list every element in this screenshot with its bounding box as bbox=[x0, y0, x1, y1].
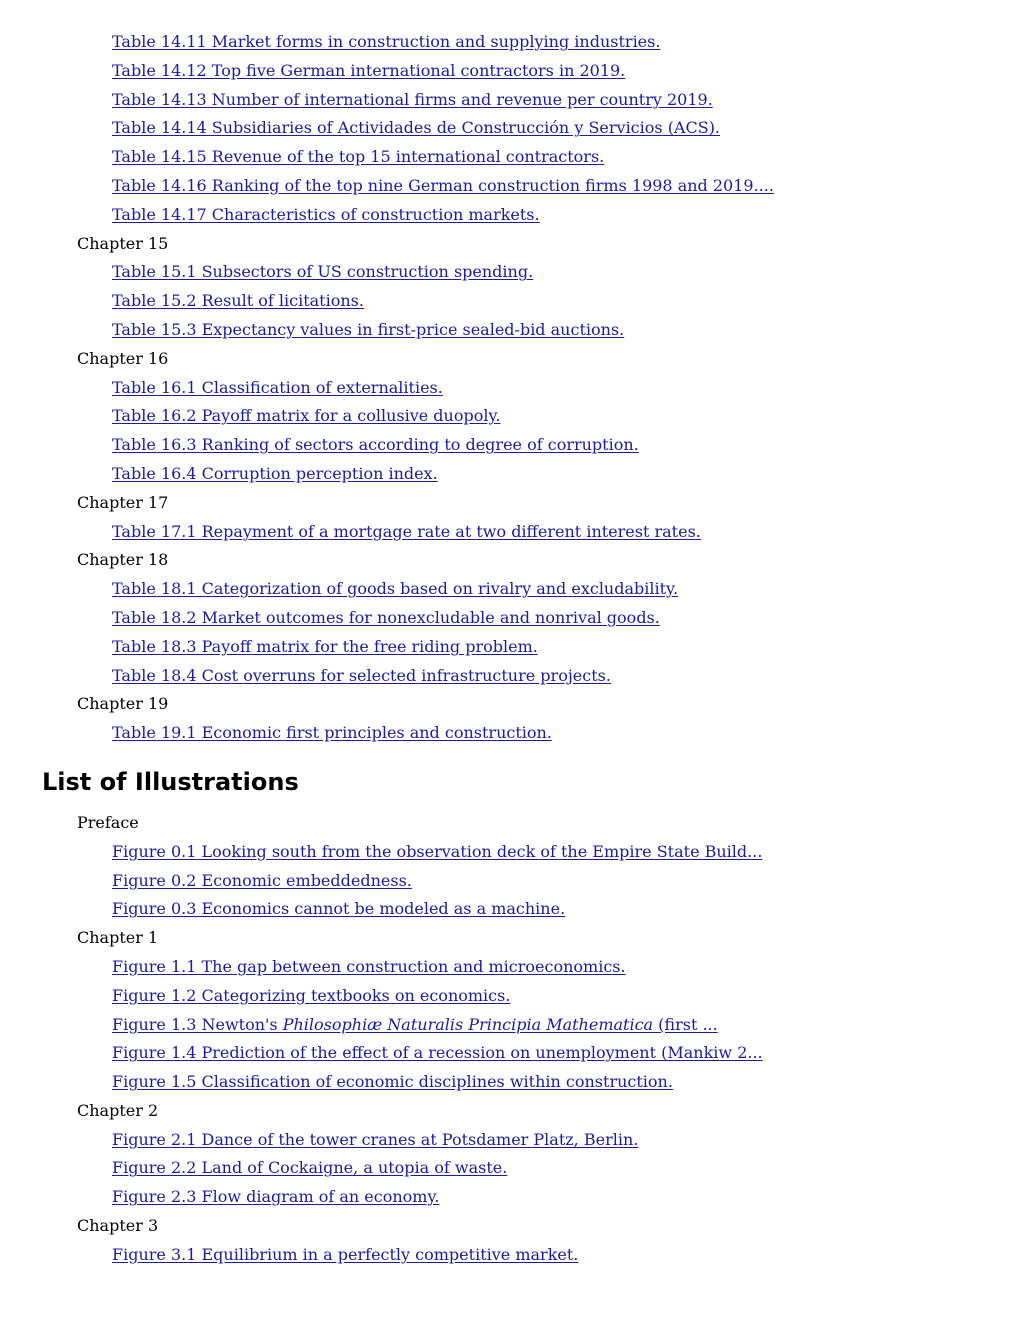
table-link[interactable]: Table 16.3 Ranking of sectors according to degree of corruption. bbox=[112, 435, 639, 455]
table-entry bbox=[0, 172, 1020, 201]
table-entry bbox=[0, 431, 1020, 460]
table-entry bbox=[0, 201, 1020, 230]
figure-entry bbox=[0, 982, 1020, 1011]
figure-link[interactable]: Figure 2.1 Dance of the tower cranes at Potsdamer Platz, Berlin. bbox=[112, 1129, 639, 1149]
table-entry bbox=[0, 28, 1020, 57]
table-entry bbox=[0, 143, 1020, 172]
figure-entry bbox=[0, 1011, 1020, 1040]
table-entry bbox=[0, 114, 1020, 143]
table-entry bbox=[0, 402, 1020, 431]
table-entry bbox=[0, 287, 1020, 316]
figure-entry bbox=[0, 1068, 1020, 1097]
table-link[interactable]: Table 16.1 Classification of externalities. bbox=[112, 377, 443, 397]
table-entry bbox=[0, 460, 1020, 489]
figure-entry bbox=[0, 867, 1020, 896]
figure-entry bbox=[0, 838, 1020, 867]
figure-link[interactable]: Figure 1.1 The gap between construction and microeconomics. bbox=[112, 956, 626, 976]
table-link[interactable]: Table 14.14 Subsidiaries of Actividades de Construcción y Servicios (ACS). bbox=[112, 118, 721, 138]
list-of-illustrations bbox=[0, 809, 1020, 1270]
figure-link[interactable]: Figure 2.2 Land of Cockaigne, a utopia of waste. bbox=[112, 1158, 508, 1178]
chapter-heading: Chapter 18 bbox=[77, 550, 169, 570]
figure-entry bbox=[0, 1126, 1020, 1155]
chapter-heading: Chapter 17 bbox=[77, 492, 169, 512]
figure-link[interactable]: Figure 3.1 Equilibrium in a perfectly competitive market. bbox=[112, 1244, 579, 1264]
table-link[interactable]: Table 14.17 Characteristics of construction markets. bbox=[112, 204, 540, 224]
figure-link[interactable]: Figure 0.2 Economic embeddedness. bbox=[112, 870, 412, 890]
table-link[interactable]: Table 15.1 Subsectors of US construction spending. bbox=[112, 262, 534, 282]
table-entry bbox=[0, 316, 1020, 345]
link-text: Figure 1.3 Newton's bbox=[112, 1014, 283, 1034]
table-link[interactable]: Table 16.2 Payoff matrix for a collusive duopoly. bbox=[112, 406, 501, 426]
table-entry bbox=[0, 719, 1020, 748]
table-link[interactable]: Table 14.16 Ranking of the top nine German construction firms 1998 and 2019.... bbox=[112, 175, 774, 195]
figure-link[interactable]: Figure 2.3 Flow diagram of an economy. bbox=[112, 1187, 440, 1207]
table-entry bbox=[0, 575, 1020, 604]
figure-entry bbox=[0, 1154, 1020, 1183]
chapter-heading: Preface bbox=[77, 812, 139, 832]
table-link[interactable]: Table 15.2 Result of licitations. bbox=[112, 291, 364, 311]
chapter-heading: Chapter 2 bbox=[77, 1100, 159, 1120]
link-text-italic: Philosophiæ Naturalis Principia Mathematica bbox=[282, 1014, 654, 1034]
table-link[interactable]: Table 14.15 Revenue of the top 15 international contractors. bbox=[112, 147, 605, 167]
figure-entry bbox=[0, 1039, 1020, 1068]
table-entry bbox=[0, 518, 1020, 547]
link-text: (first ... bbox=[653, 1014, 718, 1034]
chapter-heading: Chapter 3 bbox=[77, 1216, 159, 1236]
figure-entry bbox=[0, 953, 1020, 982]
table-link[interactable]: Table 14.11 Market forms in construction and supplying industries. bbox=[112, 32, 661, 51]
table-link[interactable]: Table 14.12 Top five German international contractors in 2019. bbox=[112, 60, 626, 80]
chapter-heading: Chapter 15 bbox=[77, 233, 169, 253]
chapter-heading: Chapter 16 bbox=[77, 348, 169, 368]
table-link[interactable]: Table 18.4 Cost overruns for selected infrastructure projects. bbox=[112, 665, 611, 685]
figure-link[interactable]: Figure 1.4 Prediction of the effect of a recession on unemployment (Mankiw 2... bbox=[112, 1043, 763, 1063]
table-entry bbox=[0, 633, 1020, 662]
figure-entry bbox=[0, 1183, 1020, 1212]
figure-entry bbox=[0, 895, 1020, 924]
table-link[interactable]: Table 17.1 Repayment of a mortgage rate at two different interest rates. bbox=[112, 521, 701, 541]
table-entry bbox=[0, 86, 1020, 115]
figure-link[interactable]: Figure 0.1 Looking south from the observation deck of the Empire State Build... bbox=[112, 841, 763, 861]
figure-link[interactable]: Figure 1.2 Categorizing textbooks on economics. bbox=[112, 985, 511, 1005]
table-link[interactable]: Table 18.3 Payoff matrix for the free riding problem. bbox=[112, 636, 538, 656]
chapter-heading: Chapter 19 bbox=[77, 694, 169, 714]
table-link[interactable]: Table 15.3 Expectancy values in first-price sealed-bid auctions. bbox=[112, 319, 625, 339]
list-of-tables-continued bbox=[0, 28, 1020, 748]
table-entry bbox=[0, 374, 1020, 403]
toc-page bbox=[0, 28, 1020, 1270]
table-link[interactable]: Table 14.13 Number of international firms and revenue per country 2019. bbox=[112, 89, 713, 109]
figure-link[interactable]: Figure 0.3 Economics cannot be modeled as a machine. bbox=[112, 899, 566, 919]
table-entry bbox=[0, 57, 1020, 86]
table-link[interactable]: Table 18.2 Market outcomes for nonexcludable and nonrival goods. bbox=[112, 607, 660, 627]
table-entry bbox=[0, 604, 1020, 633]
table-entry bbox=[0, 258, 1020, 287]
figure-link[interactable] bbox=[112, 1015, 718, 1034]
table-link[interactable]: Table 16.4 Corruption perception index. bbox=[112, 463, 438, 483]
figure-entry bbox=[0, 1241, 1020, 1270]
table-link[interactable]: Table 18.1 Categorization of goods based on rivalry and excludability. bbox=[112, 579, 679, 599]
list-of-illustrations-heading: List of Illustrations bbox=[42, 767, 299, 796]
chapter-heading: Chapter 1 bbox=[77, 928, 159, 948]
table-link[interactable]: Table 19.1 Economic first principles and construction. bbox=[112, 723, 552, 743]
figure-link[interactable]: Figure 1.5 Classification of economic disciplines within construction. bbox=[112, 1072, 673, 1092]
table-entry bbox=[0, 662, 1020, 691]
